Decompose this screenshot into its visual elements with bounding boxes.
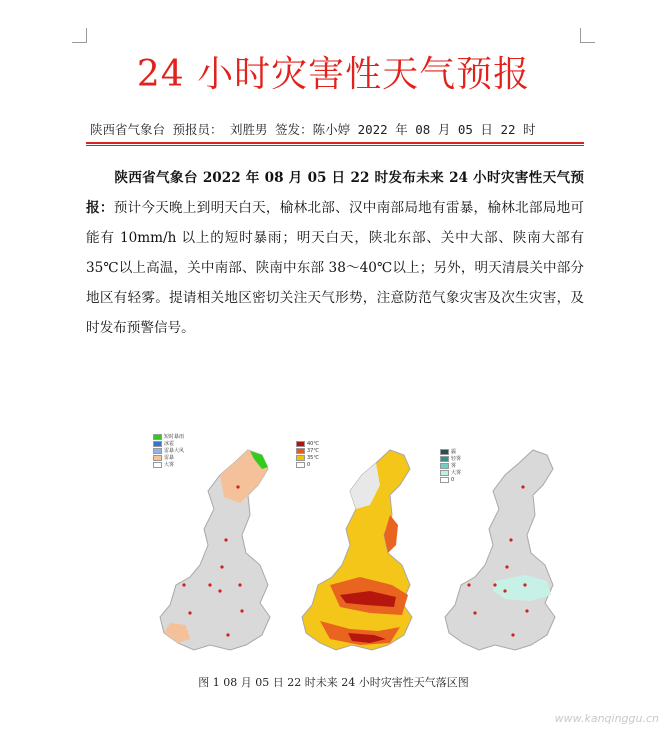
map2-legend-item: 0 <box>296 461 319 468</box>
crop-mark-top-right <box>580 28 595 43</box>
map3-legend-item: 霾 <box>440 448 461 455</box>
forecast-lead: 陕西省气象台 2022 年 08 月 05 日 22 时发布未来 24 小时灾害性天气预报： <box>86 170 584 216</box>
map3-legend-item: 大雾 <box>440 469 461 476</box>
map1-legend-item: 大雾 <box>153 461 184 468</box>
forecast-text: 预计今天晚上到明天白天，榆林北部、汉中南部局地有雷暴，榆林北部局地可能有 10mm/h 以上的短时暴雨；明天白天，陕北东部、关中大部、陕南大部有 35℃以上高温，关中南部、陕南中东部 38～40℃以上；另外，明天清晨关中部分地区有轻雾。提请相关地区密切关注天气形势，注意防范气象灾害及次生灾害，及时发布预警信号。 <box>86 200 585 336</box>
crop-mark-top-left <box>72 28 87 43</box>
map1-shaanxi <box>150 445 280 660</box>
map3-province <box>445 450 555 650</box>
map3-legend-item: 雾 <box>440 462 461 469</box>
map2-legend-item: 40℃ <box>296 440 319 447</box>
map2-province-heat <box>302 450 412 650</box>
map2-legend-item: 37℃ <box>296 447 319 454</box>
map3-shaanxi <box>435 445 565 660</box>
red-rule-thin <box>86 145 584 146</box>
forecast-body <box>86 163 584 343</box>
map1-legend-item: 雷暴大风 <box>153 447 184 454</box>
map2-shaanxi <box>290 445 425 660</box>
figure-caption: 图 1 08 月 05 日 22 时未来 24 小时灾害性天气落区图 <box>198 676 469 689</box>
map3-legend-item: 0 <box>440 476 461 483</box>
map1-legend-item: 短时暴雨 <box>153 433 184 440</box>
map1-legend-item: 冰雹 <box>153 440 184 447</box>
red-rule-thick <box>86 142 584 144</box>
document-title: 24 小时灾害性天气预报 <box>136 54 531 95</box>
watermark: www.kanqinggu.cn <box>554 712 659 725</box>
hazard-maps <box>150 430 570 665</box>
map1-legend-item: 雷暴 <box>153 454 184 461</box>
map2-legend-item: 35℃ <box>296 454 319 461</box>
forecast-header: 陕西省气象台 预报员： 刘胜男 签发：陈小婷 2022 年 08 月 05 日 22 时 <box>90 122 536 137</box>
map3-legend-item: 轻雾 <box>440 455 461 462</box>
